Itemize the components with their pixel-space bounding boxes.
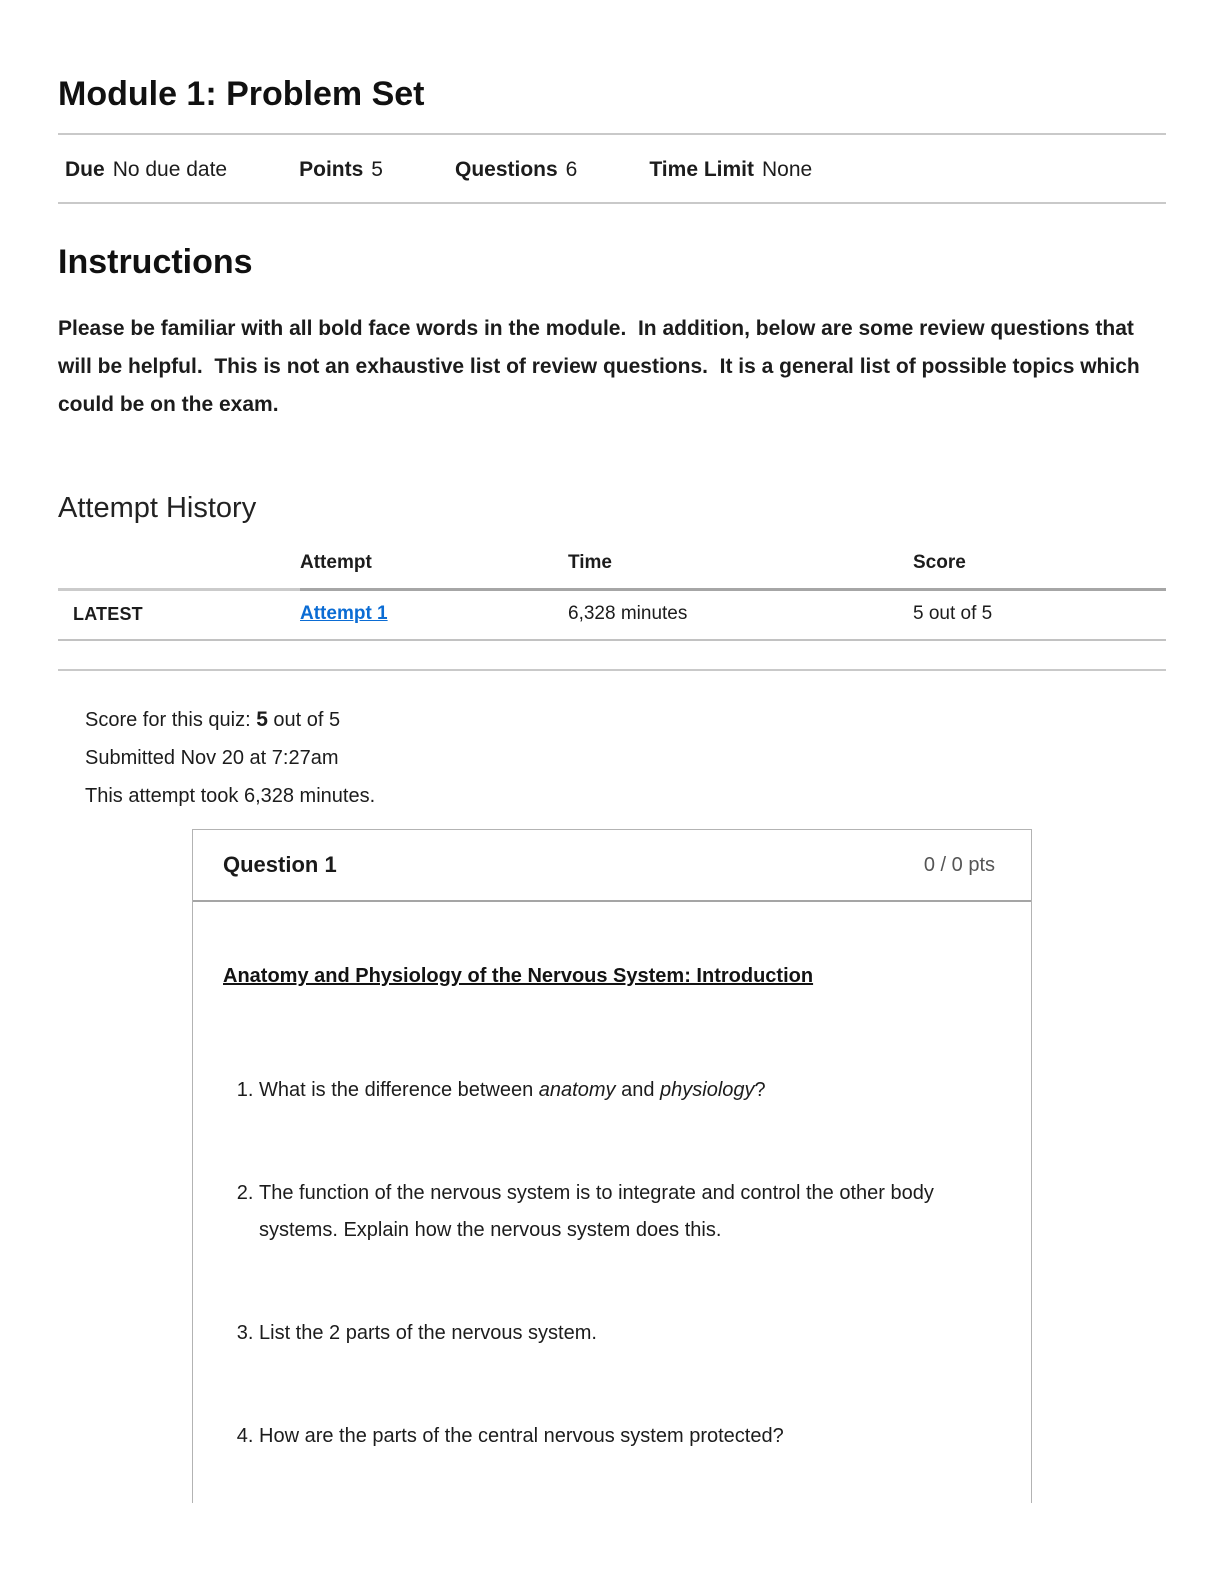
meta-due xyxy=(65,155,227,185)
question-topic-heading: Anatomy and Physiology of the Nervous System: Introduction xyxy=(223,965,814,987)
list-item-italic-term: physiology xyxy=(660,1079,755,1101)
list-item: 4. How are the parts of the central nervous system protected? xyxy=(259,1418,939,1455)
question-card xyxy=(192,829,1032,1503)
meta-time-limit-value: None xyxy=(762,158,813,181)
quiz-score-value: 5 xyxy=(256,708,268,731)
attempt-duration-line: This attempt took 6,328 minutes. xyxy=(85,785,376,807)
score-summary xyxy=(85,701,1166,815)
meta-questions-label: Questions xyxy=(454,158,558,181)
attempt-score: 5 out of 5 xyxy=(913,590,1166,641)
attempt-cell xyxy=(300,590,568,641)
attempt-history-table xyxy=(58,546,1166,641)
list-item-text: and xyxy=(615,1079,660,1101)
list-item: 2. The function of the nervous system is to integrate and control the other body systems. Explain how the nervous system does this. xyxy=(259,1175,939,1249)
attempt-history-heading: Attempt History xyxy=(58,492,257,524)
question-points: 0 / 0 pts xyxy=(923,853,995,876)
instructions-text: Please be familiar with all bold face words in the module. In addition, below are some review questions that will be helpful. This is not an exhaustive list of review questions. It is a general list of possible topics which could be on the exam. xyxy=(58,317,1146,416)
instructions-heading: Instructions xyxy=(58,243,253,281)
meta-points-value: 5 xyxy=(371,158,383,181)
quiz-score-suffix: out of 5 xyxy=(267,709,341,731)
list-item: 3. List the 2 parts of the nervous system. xyxy=(259,1315,939,1352)
page-title: Module 1: Problem Set xyxy=(58,75,425,113)
question-body xyxy=(193,902,1031,1455)
question-list xyxy=(223,1072,1001,1455)
question-header xyxy=(193,830,1031,902)
column-header-attempt: Attempt xyxy=(300,546,568,590)
attempt-table-header-row xyxy=(58,546,1166,590)
attempt-time: 6,328 minutes xyxy=(568,590,913,641)
title-divider xyxy=(58,133,1166,135)
submitted-line: Submitted Nov 20 at 7:27am xyxy=(85,747,339,769)
latest-badge: LATEST xyxy=(58,590,300,641)
meta-time-limit xyxy=(649,155,812,185)
list-item-text: What is the difference between xyxy=(259,1079,539,1101)
list-item-text: ? xyxy=(754,1079,766,1101)
column-header-time: Time xyxy=(568,546,913,590)
question-title: Question 1 xyxy=(223,852,337,877)
meta-divider xyxy=(58,202,1166,204)
table-bottom-divider xyxy=(58,669,1166,671)
attempt-row xyxy=(58,590,1166,641)
meta-due-label: Due xyxy=(65,158,105,181)
meta-points-label: Points xyxy=(299,158,364,181)
attempt-1-link[interactable]: Attempt 1 xyxy=(300,603,388,624)
meta-due-value: No due date xyxy=(112,158,228,181)
list-item xyxy=(259,1072,939,1109)
page-content xyxy=(0,74,1224,1503)
quiz-score-prefix: Score for this quiz: xyxy=(85,709,257,731)
meta-questions xyxy=(455,155,577,185)
quiz-meta-row xyxy=(58,155,1166,185)
list-item-italic-term: anatomy xyxy=(538,1079,616,1101)
quiz-score-line xyxy=(85,701,1166,739)
meta-time-limit-label: Time Limit xyxy=(649,158,754,181)
column-header-blank xyxy=(58,546,300,590)
column-header-score: Score xyxy=(913,546,1166,590)
meta-points xyxy=(299,155,383,185)
meta-questions-value: 6 xyxy=(565,158,578,181)
